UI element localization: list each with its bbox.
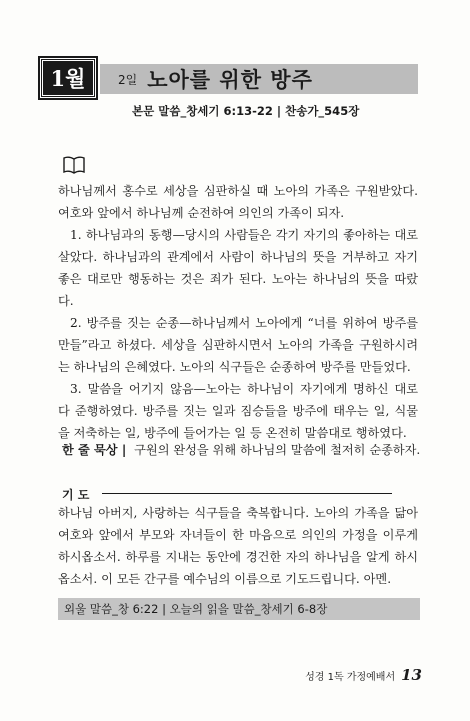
- page-footer: [305, 666, 422, 684]
- prayer-text: 하나님 아버지, 사랑하는 식구들을 축복합니다. 노아의 가족을 닮아 여호와 앞에서 부모와 자녀들이 한 마음으로 의인의 가정을 이루게 하시옵소서. 하루를 지내는 동안에 경건한 자의 하나님을 알게 하시옵소서. 이 모든 간구를 예수님의 이름으로 기도드립니다. 아멘.: [58, 506, 418, 586]
- month-label: 1월: [40, 58, 96, 98]
- book-title: 성경 1독 가정예배서: [305, 672, 396, 683]
- scripture-reference: 본문 말씀_창세기 6:13-22 | 찬송가_545장: [132, 104, 360, 118]
- open-book-icon: [62, 156, 86, 174]
- page-title: 노아를 위한 방주: [147, 68, 313, 92]
- point-paragraph-3: 3. 말씀을 어기지 않음—노아는 하나님이 자기에게 명하신 대로 다 준행하였다. 방주를 짓는 일과 짐승들을 방주에 태우는 일, 식물을 저축하는 일, 방주에 들어가는 일 등 온전히 말씀대로 행하였다.: [58, 382, 418, 440]
- prayer-heading: [62, 484, 392, 500]
- prayer-label: 기 도: [62, 488, 95, 502]
- day-label: 2일: [118, 72, 138, 87]
- point-paragraph-2: 2. 방주를 짓는 순종—하나님께서 노아에게 “너를 위하여 방주를 만들”라고 하셨다. 세상을 심판하시면서 노아의 가족을 구원하시려는 하나님의 은혜였다. 노아의 식구들은 순종하여 방주를 만들었다.: [58, 316, 418, 374]
- meditation-label: 한 줄 묵상 |: [62, 443, 127, 457]
- point-paragraph-1: 1. 하나님과의 동행—당시의 사람들은 각기 자기의 좋아하는 대로 살았다. 하나님과의 관계에서 사람이 하나님의 뜻을 거부하고 자기 좋은 대로만 행동하는 것은 죄가 된다. 노아는 하나님의 뜻을 따랐다.: [58, 228, 418, 308]
- one-line-meditation: [62, 440, 422, 460]
- title-bar: [100, 64, 418, 94]
- devotion-body: [58, 180, 418, 444]
- intro-paragraph: 하나님께서 홍수로 세상을 심판하실 때 노아의 가족은 구원받았다. 여호와 앞에서 하나님께 순전하여 의인의 가족이 되자.: [58, 184, 418, 220]
- prayer-divider: [102, 493, 392, 494]
- page-number: 13: [401, 666, 422, 684]
- meditation-text: 구원의 완성을 위해 하나님의 말씀에 철저히 순종하자.: [134, 443, 421, 457]
- memory-verse-bar: 외울 말씀_창 6:22 | 오늘의 읽을 말씀_창세기 6-8장: [58, 598, 420, 620]
- page-header: [40, 58, 418, 100]
